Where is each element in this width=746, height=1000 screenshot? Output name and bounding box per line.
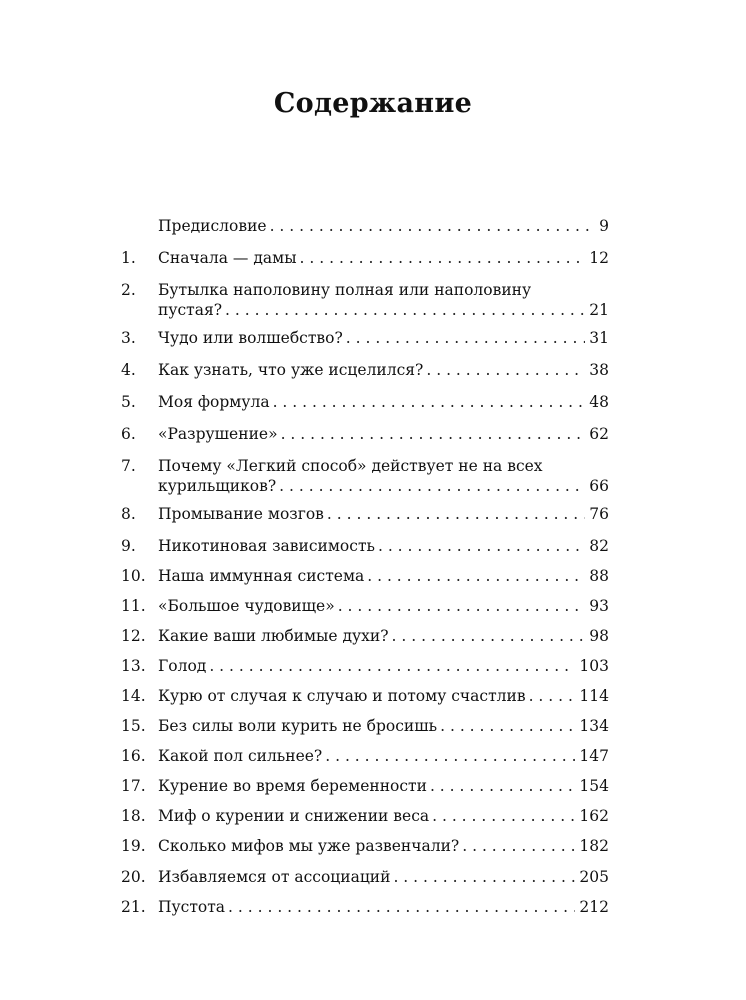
- toc-entry-line: [158, 656, 609, 676]
- toc-entry-page-number: 103: [579, 657, 609, 675]
- toc-entry-number: 10.: [121, 567, 146, 585]
- toc-entry-page-number: 9: [599, 217, 609, 235]
- dot-leader: [432, 806, 575, 826]
- dot-leader: [346, 328, 585, 348]
- toc-entry: [121, 596, 609, 616]
- dot-leader: [378, 536, 585, 556]
- dot-leader: [392, 626, 586, 646]
- toc-entry-number: 21.: [121, 898, 146, 916]
- toc-entry-title: Без силы воли курить не бросишь: [158, 717, 438, 735]
- toc-entry-title: курильщиков?: [158, 477, 277, 495]
- toc-entry-line: [158, 476, 609, 496]
- toc-entry-page-number: 88: [589, 567, 609, 585]
- toc-entry: [121, 746, 609, 766]
- toc-entry-page-number: 31: [589, 329, 609, 347]
- toc-entry-title: «Большое чудовище»: [158, 597, 335, 615]
- dot-leader: [270, 216, 596, 236]
- toc-entry-page-number: 98: [589, 627, 609, 645]
- toc-entry-title: Какие ваши любимые духи?: [158, 627, 389, 645]
- toc-entry-number: 7.: [121, 457, 136, 475]
- toc-entry-title: пустая?: [158, 301, 223, 319]
- toc-entry-number: 11.: [121, 597, 146, 615]
- toc-entry-page-number: 93: [589, 597, 609, 615]
- toc-entry-title: Промывание мозгов: [158, 505, 324, 523]
- dot-leader: [430, 776, 575, 796]
- dot-leader: [273, 392, 586, 412]
- toc-entry-number: 9.: [121, 537, 136, 555]
- toc-entry-body: [158, 504, 609, 524]
- toc-entry-body: [158, 328, 609, 348]
- toc-entry-number: 8.: [121, 505, 136, 523]
- toc-entry-title: Избавляемся от ассоциаций: [158, 868, 391, 886]
- toc-entry-line: [158, 806, 609, 826]
- toc-entry: [121, 656, 609, 676]
- toc-entry-number: 16.: [121, 747, 146, 765]
- toc-entry-number: 12.: [121, 627, 146, 645]
- toc-entry: [121, 328, 609, 348]
- toc-entry-number: 2.: [121, 281, 136, 299]
- toc-entry-number: 17.: [121, 777, 146, 795]
- toc-entry-title: Курение во время беременности: [158, 777, 427, 795]
- toc-entry-body: [158, 456, 609, 496]
- dot-leader: [529, 686, 576, 706]
- toc-entry-page-number: 76: [589, 505, 609, 523]
- toc-entry-line: [158, 776, 609, 796]
- toc-entry: [121, 280, 609, 320]
- toc-entry-number: 20.: [121, 868, 146, 886]
- toc-entry-line: [158, 536, 609, 556]
- toc-entry-body: [158, 656, 609, 676]
- toc-entry: [121, 456, 609, 496]
- toc-entry-body: [158, 216, 609, 236]
- toc-entry-number: 1.: [121, 249, 136, 267]
- toc-entry-page-number: 66: [589, 477, 609, 495]
- toc-entry-body: [158, 392, 609, 412]
- toc-entry-title-line1: Бутылка наполовину полная или наполовину: [158, 281, 532, 299]
- dot-leader: [367, 566, 585, 586]
- toc-entry-line: [158, 867, 609, 887]
- toc-entry-page-number: 154: [579, 777, 609, 795]
- toc-entry-title: Сначала — дамы: [158, 249, 297, 267]
- dot-leader: [462, 836, 575, 856]
- toc-entry-page-number: 162: [579, 807, 609, 825]
- toc-entry-line: [158, 566, 609, 586]
- toc-entry-body: [158, 897, 609, 917]
- toc-entry-number: 19.: [121, 837, 146, 855]
- toc-entry-page-number: 212: [579, 898, 609, 916]
- dot-leader: [300, 248, 586, 268]
- toc-entry-line: [158, 596, 609, 616]
- toc-entry: [121, 626, 609, 646]
- toc-entry-number: 5.: [121, 393, 136, 411]
- toc-entry-title: Как узнать, что уже исцелился?: [158, 361, 424, 379]
- toc-entry-title: Сколько мифов мы уже развенчали?: [158, 837, 460, 855]
- toc-entry-number: 3.: [121, 329, 136, 347]
- toc-entry-line: [158, 216, 609, 236]
- toc-entry: [121, 897, 609, 917]
- toc-entry-title: «Разрушение»: [158, 425, 278, 443]
- toc-entry-title-line1: Почему «Легкий способ» действует не на всех: [158, 457, 543, 475]
- toc-entry-body: [158, 716, 609, 736]
- toc-entry-body: [158, 280, 609, 320]
- dot-leader: [225, 300, 585, 320]
- toc-entry: [121, 566, 609, 586]
- toc-entry-body: [158, 806, 609, 826]
- toc-entry: [121, 504, 609, 524]
- toc-entry-line: [158, 424, 609, 444]
- toc-entry-number: 13.: [121, 657, 146, 675]
- toc-entry-number: 4.: [121, 361, 136, 379]
- dot-leader: [327, 504, 585, 524]
- toc-entry: [121, 360, 609, 380]
- toc-entry-number: 6.: [121, 425, 136, 443]
- toc-entry-number: 18.: [121, 807, 146, 825]
- dot-leader: [440, 716, 575, 736]
- toc-entry: [121, 776, 609, 796]
- toc-entry-title: Пустота: [158, 898, 226, 916]
- toc-entry-page-number: 182: [579, 837, 609, 855]
- toc-entry-line: [158, 360, 609, 380]
- toc-entry-page-number: 205: [579, 868, 609, 886]
- toc-entry-body: [158, 686, 609, 706]
- dot-leader: [209, 656, 575, 676]
- dot-leader: [228, 897, 575, 917]
- dot-leader: [338, 596, 586, 616]
- toc-entry: [121, 536, 609, 556]
- dot-leader: [325, 746, 575, 766]
- toc-entry-line: [158, 300, 609, 320]
- toc-entry-line: [158, 897, 609, 917]
- toc-entry-line: [158, 716, 609, 736]
- toc-entry-body: [158, 248, 609, 268]
- toc-entry-page-number: 134: [579, 717, 609, 735]
- toc-entry-title: Чудо или волшебство?: [158, 329, 343, 347]
- toc-entry-body: [158, 776, 609, 796]
- toc-entry-line: [158, 328, 609, 348]
- toc-entry-line: [158, 686, 609, 706]
- toc-entry-body: [158, 536, 609, 556]
- toc-entry-title: Какой пол сильнее?: [158, 747, 323, 765]
- toc-entry-title: Моя формула: [158, 393, 270, 411]
- toc-entry-title: Предисловие: [158, 217, 267, 235]
- toc-entry: [121, 248, 609, 268]
- toc-entry-page-number: 48: [589, 393, 609, 411]
- toc-entry-page-number: 114: [579, 687, 609, 705]
- toc-entry: [121, 216, 609, 236]
- dot-leader: [279, 476, 585, 496]
- toc-entry-line: [158, 248, 609, 268]
- toc-entry: [121, 867, 609, 887]
- toc-entry-title: Наша иммунная система: [158, 567, 365, 585]
- toc-entry: [121, 686, 609, 706]
- toc-entry-title: Курю от случая к случаю и потому счастлив: [158, 687, 526, 705]
- toc-entry-page-number: 12: [589, 249, 609, 267]
- toc-entry-body: [158, 566, 609, 586]
- page-title: Содержание: [273, 88, 473, 119]
- toc-entry-title: Миф о курении и снижении веса: [158, 807, 430, 825]
- toc-entry-title: Голод: [158, 657, 207, 675]
- toc-entry-body: [158, 424, 609, 444]
- toc-entry-title: Никотиновая зависимость: [158, 537, 375, 555]
- toc-entry: [121, 716, 609, 736]
- toc-entry-body: [158, 746, 609, 766]
- toc-entry: [121, 836, 609, 856]
- toc-entry: [121, 424, 609, 444]
- toc-entry-body: [158, 626, 609, 646]
- toc-entry-line: [158, 836, 609, 856]
- dot-leader: [281, 424, 586, 444]
- toc-entry-page-number: 62: [589, 425, 609, 443]
- toc-entry-page-number: 21: [589, 301, 609, 319]
- toc-entry-page-number: 38: [589, 361, 609, 379]
- dot-leader: [426, 360, 585, 380]
- toc-entry: [121, 806, 609, 826]
- toc-entry-page-number: 147: [579, 747, 609, 765]
- dot-leader: [393, 867, 575, 887]
- toc-entry-page-number: 82: [589, 537, 609, 555]
- toc-entry-body: [158, 867, 609, 887]
- toc-entry-line: [158, 746, 609, 766]
- toc-entry-number: 15.: [121, 717, 146, 735]
- toc-entry-line: [158, 392, 609, 412]
- toc-entry: [121, 392, 609, 412]
- toc-entry-line: [158, 626, 609, 646]
- toc-entry-line: [158, 504, 609, 524]
- toc-entry-number: 14.: [121, 687, 146, 705]
- toc-entry-body: [158, 596, 609, 616]
- toc-entry-body: [158, 836, 609, 856]
- toc-entry-body: [158, 360, 609, 380]
